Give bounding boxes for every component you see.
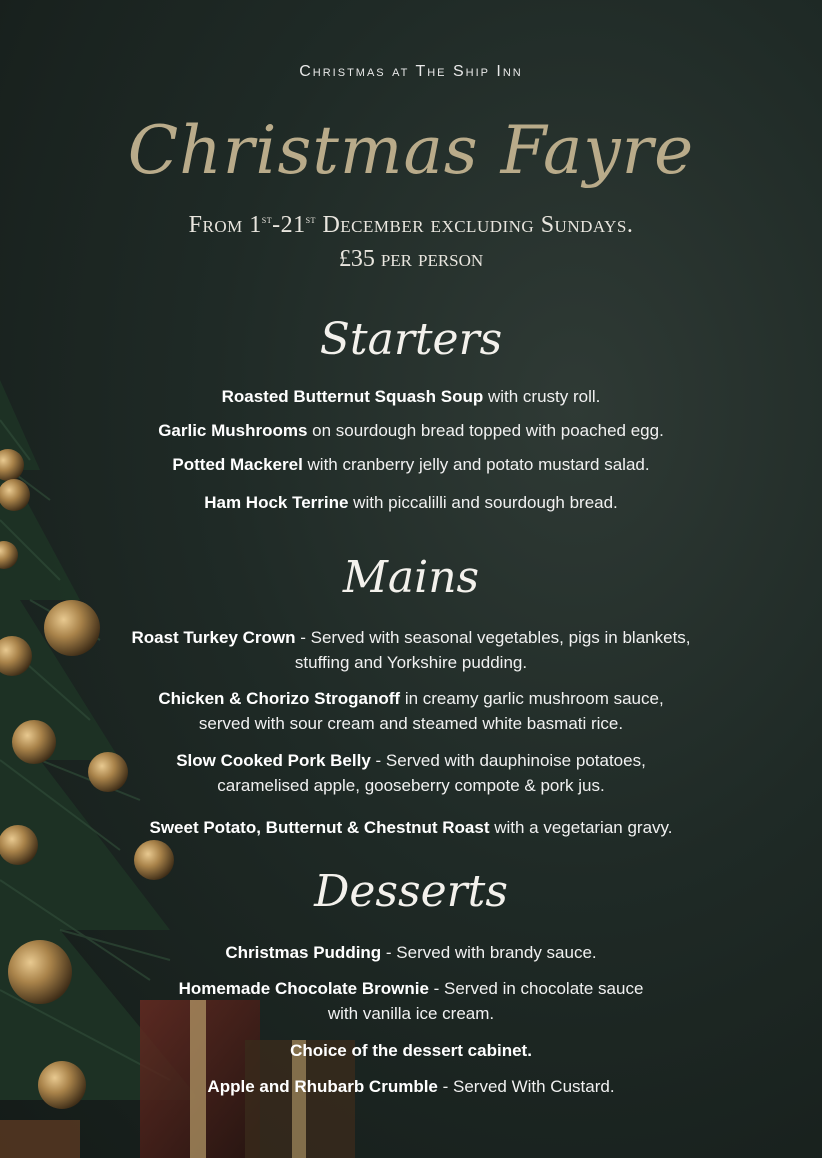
desserts-heading: Desserts	[314, 866, 508, 917]
menu-item: Roasted Butternut Squash Soup with crusty roll.	[221, 387, 601, 406]
menu-item: Ham Hock Terrine with piccalilli and sourdough bread.	[204, 493, 618, 512]
menu-item: Chicken & Chorizo Stroganoff in creamy garlic mushroom sauce, served with sour cream and steamed white basmati rice.	[158, 689, 664, 733]
menu-item: Christmas Pudding - Served with brandy sauce.	[225, 943, 597, 962]
mains-heading: Mains	[342, 552, 480, 603]
starters-heading: Starters	[319, 314, 503, 365]
price: £35 per person	[338, 246, 484, 272]
menu-item: Sweet Potato, Butternut & Chestnut Roast with a vegetarian gravy.	[149, 818, 673, 837]
menu-item: Homemade Chocolate Brownie - Served in chocolate sauce with vanilla ice cream.	[178, 979, 644, 1023]
venue-heading: Christmas at The Ship Inn	[299, 63, 523, 80]
menu-title: Christmas Fayre	[127, 112, 695, 189]
menu-item: Slow Cooked Pork Belly - Served with dauphinoise potatoes, caramelised apple, gooseberry compote & pork jus.	[176, 751, 646, 795]
date-range: From 1st-21st December excluding Sundays.	[188, 212, 634, 238]
menu-item: Potted Mackerel with cranberry jelly and potato mustard salad.	[172, 455, 650, 474]
menu-item: Choice of the dessert cabinet.	[290, 1041, 532, 1060]
menu-item: Garlic Mushrooms on sourdough bread topped with poached egg.	[158, 421, 664, 440]
menu-item: Apple and Rhubarb Crumble - Served With Custard.	[207, 1077, 615, 1096]
menu-item: Roast Turkey Crown - Served with seasonal vegetables, pigs in blankets, stuffing and Yorkshire pudding.	[131, 628, 691, 672]
